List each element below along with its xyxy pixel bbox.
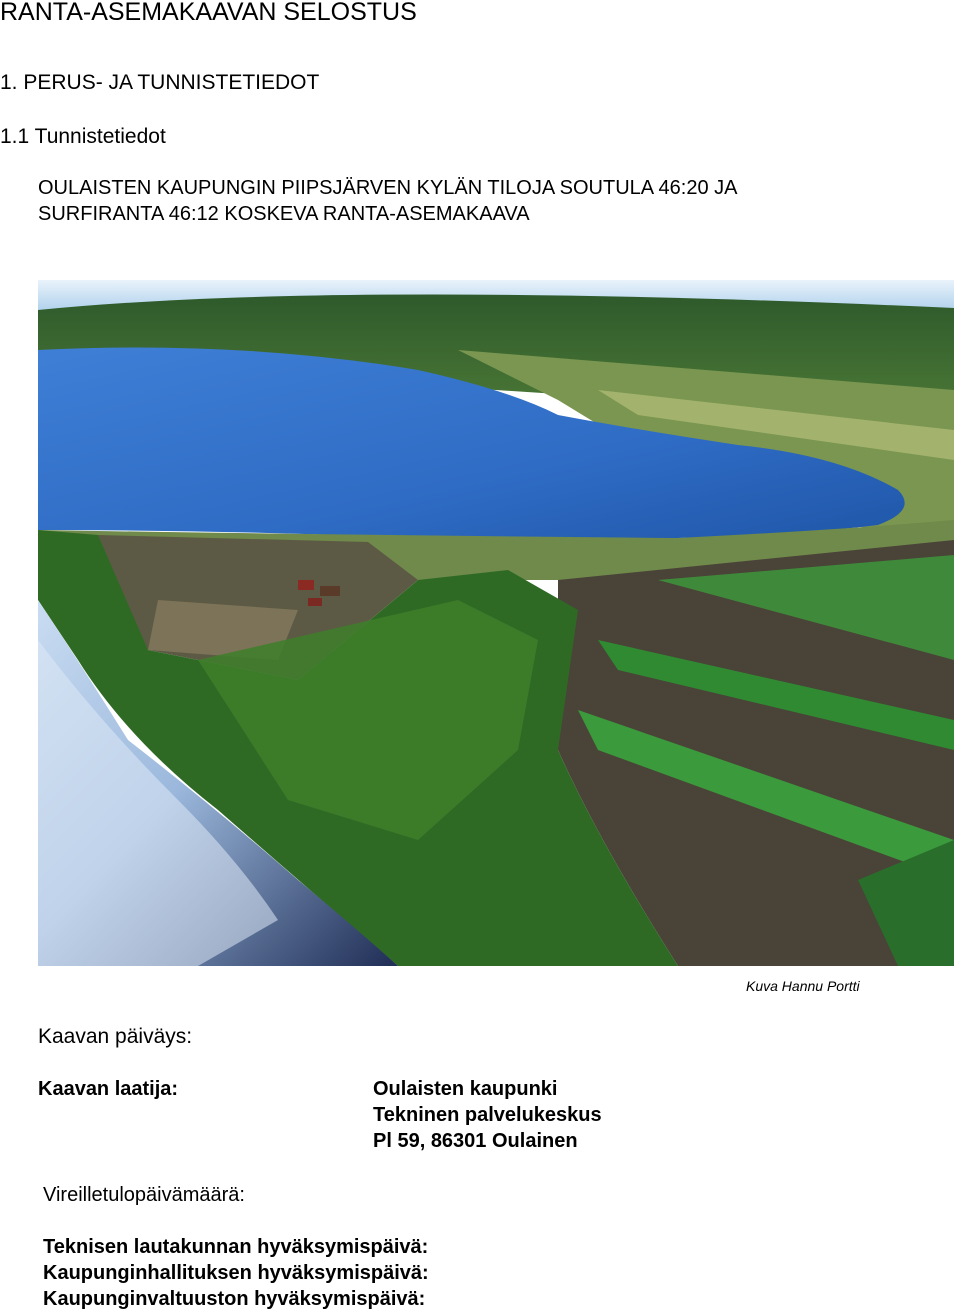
author-line: Tekninen palvelukeskus (373, 1104, 602, 1126)
document-title: RANTA-ASEMAKAAVAN SELOSTUS (0, 0, 417, 26)
pending-date-label: Vireilletulopäivämäärä: (43, 1184, 245, 1206)
approval-dates (43, 1234, 429, 1312)
plan-name-line-2: SURFIRANTA 46:12 KOSKEVA RANTA-ASEMAKAAVA (38, 203, 530, 225)
plan-author-label: Kaavan laatija: (38, 1078, 179, 1100)
plan-date-label: Kaavan päiväys: (38, 1025, 193, 1048)
approval-line: Teknisen lautakunnan hyväksymispäivä: (43, 1236, 429, 1258)
approval-line: Kaupunginhallituksen hyväksymispäivä: (43, 1262, 429, 1284)
plan-name (38, 175, 738, 227)
photo-credit: Kuva Hannu Portti (746, 978, 860, 994)
approval-line: Kaupunginvaltuuston hyväksymispäivä: (43, 1288, 426, 1310)
plan-author (373, 1076, 602, 1154)
author-line: Oulaisten kaupunki (373, 1078, 558, 1100)
aerial-lake-photo (38, 280, 954, 966)
author-line: Pl 59, 86301 Oulainen (373, 1130, 578, 1152)
plan-name-line-1: OULAISTEN KAUPUNGIN PIIPSJÄRVEN KYLÄN TILOJA SOUTULA 46:20 JA (38, 177, 738, 199)
section-heading-1: 1. PERUS- JA TUNNISTETIEDOT (0, 71, 320, 94)
section-heading-1-1: 1.1 Tunnistetiedot (0, 125, 166, 148)
